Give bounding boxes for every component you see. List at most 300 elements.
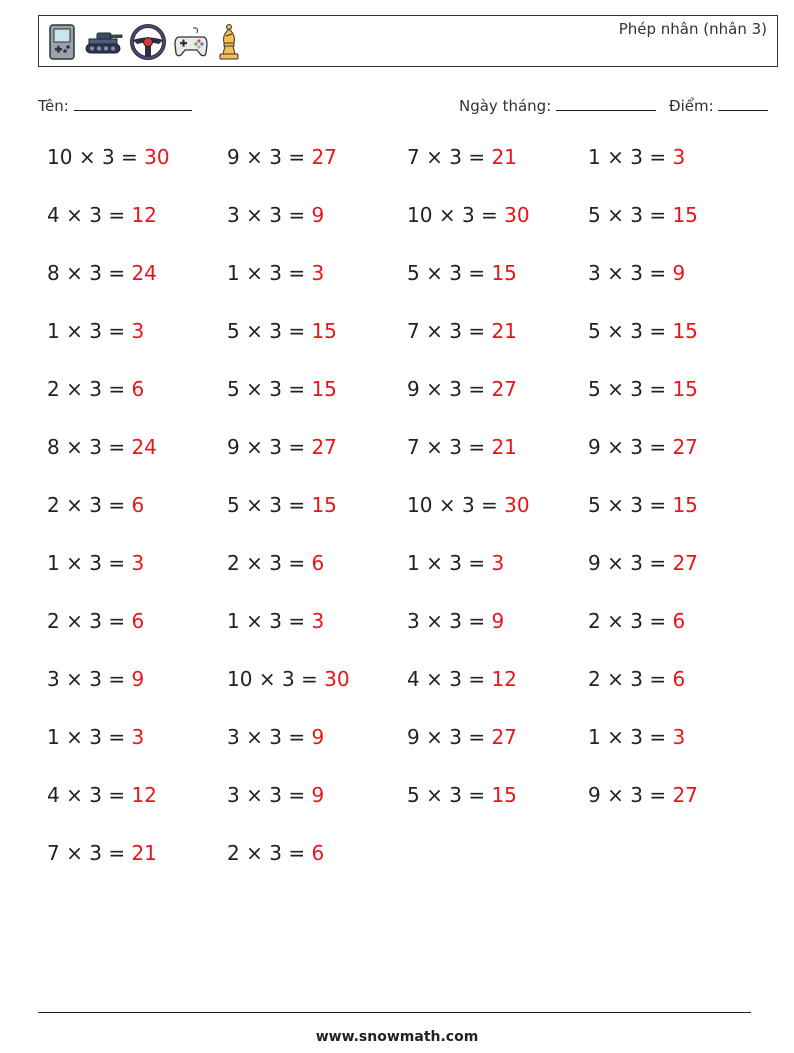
times-sign: ×: [66, 493, 83, 517]
multiplicand: 5: [227, 377, 240, 401]
name-label: Tên:: [38, 97, 69, 115]
multiplicand: 3: [227, 725, 240, 749]
answer: 3: [131, 725, 145, 749]
equals-sign: =: [288, 783, 306, 807]
answer: 21: [491, 435, 517, 459]
times-sign: ×: [66, 609, 83, 633]
answer: 3: [131, 319, 145, 343]
equals-sign: =: [108, 493, 126, 517]
multiplier: 3: [449, 667, 462, 691]
answer: 30: [144, 145, 170, 169]
multiplicand: 4: [47, 783, 60, 807]
multiplicand: 3: [588, 261, 601, 285]
equals-sign: =: [288, 319, 306, 343]
problem-item: [227, 319, 337, 343]
answer: 15: [311, 319, 337, 343]
problem-item: [588, 261, 685, 285]
equals-sign: =: [649, 783, 667, 807]
problem-item: [588, 551, 698, 575]
equals-sign: =: [108, 435, 126, 459]
multiplier: 3: [269, 493, 282, 517]
problem-item: [407, 725, 517, 749]
answer: 27: [672, 435, 698, 459]
multiplicand: 10: [47, 145, 73, 169]
multiplicand: 10: [227, 667, 253, 691]
info-row: [38, 94, 770, 116]
equals-sign: =: [108, 783, 126, 807]
problem-item: [588, 725, 685, 749]
problem-item: [227, 725, 324, 749]
times-sign: ×: [607, 725, 624, 749]
problem-item: [47, 435, 157, 459]
multiplier: 3: [449, 783, 462, 807]
answer: 27: [672, 551, 698, 575]
answer: 12: [491, 667, 517, 691]
times-sign: ×: [607, 783, 624, 807]
answer: 6: [311, 841, 325, 865]
problem-item: [47, 551, 144, 575]
answer: 3: [311, 609, 325, 633]
gamepad-icon: [173, 25, 209, 59]
times-sign: ×: [426, 783, 443, 807]
multiplicand: 10: [407, 493, 433, 517]
times-sign: ×: [426, 609, 443, 633]
problem-item: [407, 377, 517, 401]
problem-item: [407, 667, 517, 691]
multiplier: 3: [89, 319, 102, 343]
problem-item: [588, 203, 698, 227]
problem-item: [407, 783, 517, 807]
equals-sign: =: [468, 725, 486, 749]
multiplier: 3: [630, 609, 643, 633]
date-blank[interactable]: [556, 94, 656, 111]
multiplier: 3: [89, 725, 102, 749]
multiplicand: 5: [588, 493, 601, 517]
times-sign: ×: [246, 493, 263, 517]
problem-row: [47, 203, 767, 235]
times-sign: ×: [66, 435, 83, 459]
times-sign: ×: [426, 377, 443, 401]
multiplier: 3: [630, 377, 643, 401]
multiplicand: 9: [588, 435, 601, 459]
equals-sign: =: [649, 145, 667, 169]
times-sign: ×: [426, 435, 443, 459]
multiplier: 3: [449, 551, 462, 575]
problem-item: [588, 435, 698, 459]
times-sign: ×: [66, 319, 83, 343]
equals-sign: =: [468, 261, 486, 285]
problem-item: [227, 145, 337, 169]
multiplicand: 7: [407, 145, 420, 169]
equals-sign: =: [288, 261, 306, 285]
times-sign: ×: [246, 145, 263, 169]
answer: 27: [311, 435, 337, 459]
answer: 15: [491, 261, 517, 285]
answer: 30: [504, 203, 530, 227]
times-sign: ×: [66, 203, 83, 227]
times-sign: ×: [66, 841, 83, 865]
multiplier: 3: [269, 261, 282, 285]
answer: 6: [672, 667, 686, 691]
problem-item: [407, 435, 517, 459]
times-sign: ×: [246, 841, 263, 865]
equals-sign: =: [468, 783, 486, 807]
problem-row: [47, 725, 767, 757]
problem-item: [47, 493, 144, 517]
problem-item: [227, 783, 324, 807]
chess-bishop-icon: [215, 23, 243, 61]
answer: 9: [311, 725, 325, 749]
multiplier: 3: [630, 319, 643, 343]
times-sign: ×: [607, 667, 624, 691]
multiplier: 3: [449, 261, 462, 285]
answer: 9: [131, 667, 145, 691]
multiplicand: 4: [47, 203, 60, 227]
problem-item: [47, 377, 144, 401]
equals-sign: =: [649, 551, 667, 575]
problem-item: [47, 841, 157, 865]
answer: 15: [311, 493, 337, 517]
problem-row: [47, 435, 767, 467]
answer: 6: [131, 493, 145, 517]
handheld-game-icon: [47, 24, 77, 60]
multiplier: 3: [89, 783, 102, 807]
equals-sign: =: [288, 203, 306, 227]
equals-sign: =: [288, 493, 306, 517]
times-sign: ×: [66, 261, 83, 285]
equals-sign: =: [288, 551, 306, 575]
problem-item: [227, 435, 337, 459]
problem-item: [227, 493, 337, 517]
header-box: [38, 15, 778, 67]
equals-sign: =: [649, 319, 667, 343]
equals-sign: =: [649, 203, 667, 227]
problem-item: [47, 261, 157, 285]
answer: 24: [131, 435, 157, 459]
multiplier: 3: [630, 551, 643, 575]
multiplier: 3: [630, 435, 643, 459]
times-sign: ×: [66, 783, 83, 807]
times-sign: ×: [607, 261, 624, 285]
multiplicand: 1: [47, 319, 60, 343]
problem-row: [47, 377, 767, 409]
multiplier: 3: [630, 783, 643, 807]
answer: 21: [491, 145, 517, 169]
problem-item: [588, 319, 698, 343]
answer: 24: [131, 261, 157, 285]
problem-item: [407, 493, 530, 517]
times-sign: ×: [66, 551, 83, 575]
multiplier: 3: [269, 841, 282, 865]
problem-row: [47, 841, 767, 873]
multiplier: 3: [89, 609, 102, 633]
times-sign: ×: [246, 435, 263, 459]
answer: 27: [311, 145, 337, 169]
multiplier: 3: [269, 725, 282, 749]
date-label: Ngày tháng:: [459, 97, 552, 115]
multiplicand: 5: [407, 783, 420, 807]
answer: 15: [672, 203, 698, 227]
equals-sign: =: [108, 667, 126, 691]
multiplicand: 8: [47, 435, 60, 459]
equals-sign: =: [468, 609, 486, 633]
answer: 21: [131, 841, 157, 865]
problem-item: [407, 551, 504, 575]
problem-item: [47, 783, 157, 807]
equals-sign: =: [468, 377, 486, 401]
problem-item: [407, 609, 504, 633]
multiplicand: 2: [227, 551, 240, 575]
multiplier: 3: [101, 145, 115, 169]
answer: 3: [311, 261, 325, 285]
equals-sign: =: [649, 609, 667, 633]
multiplicand: 7: [407, 319, 420, 343]
times-sign: ×: [426, 725, 443, 749]
equals-sign: =: [468, 145, 486, 169]
answer: 15: [672, 377, 698, 401]
equals-sign: =: [108, 725, 126, 749]
problem-row: [47, 261, 767, 293]
multiplicand: 1: [47, 551, 60, 575]
problem-item: [407, 261, 517, 285]
problem-item: [588, 145, 685, 169]
multiplier: 3: [461, 493, 475, 517]
problem-row: [47, 783, 767, 815]
times-sign: ×: [246, 551, 263, 575]
date-field[interactable]: [459, 94, 656, 115]
problem-item: [47, 145, 170, 169]
multiplicand: 2: [47, 377, 60, 401]
times-sign: ×: [607, 609, 624, 633]
name-field[interactable]: [38, 94, 192, 115]
equals-sign: =: [288, 841, 306, 865]
problem-item: [47, 203, 157, 227]
equals-sign: =: [481, 203, 498, 227]
equals-sign: =: [468, 319, 486, 343]
equals-sign: =: [649, 667, 667, 691]
equals-sign: =: [649, 493, 667, 517]
answer: 9: [311, 203, 325, 227]
icon-strip: [47, 21, 243, 63]
multiplicand: 1: [588, 725, 601, 749]
equals-sign: =: [108, 377, 126, 401]
multiplier: 3: [449, 145, 462, 169]
multiplier: 3: [89, 435, 102, 459]
equals-sign: =: [468, 551, 486, 575]
problem-item: [227, 667, 350, 691]
equals-sign: =: [108, 261, 126, 285]
times-sign: ×: [246, 783, 263, 807]
equals-sign: =: [108, 609, 126, 633]
times-sign: ×: [438, 203, 456, 227]
answer: 6: [131, 377, 145, 401]
multiplier: 3: [269, 145, 282, 169]
multiplier: 3: [630, 667, 643, 691]
multiplier: 3: [89, 377, 102, 401]
equals-sign: =: [649, 725, 667, 749]
multiplier: 3: [89, 493, 102, 517]
multiplicand: 5: [407, 261, 420, 285]
multiplicand: 7: [47, 841, 60, 865]
equals-sign: =: [481, 493, 498, 517]
problem-item: [227, 609, 324, 633]
times-sign: ×: [426, 667, 443, 691]
problem-item: [588, 609, 685, 633]
multiplier: 3: [89, 551, 102, 575]
multiplicand: 2: [227, 841, 240, 865]
answer: 12: [131, 783, 157, 807]
multiplicand: 4: [407, 667, 420, 691]
tank-icon: [83, 28, 123, 56]
multiplier: 3: [269, 609, 282, 633]
equals-sign: =: [288, 377, 306, 401]
times-sign: ×: [246, 377, 263, 401]
problem-item: [407, 319, 517, 343]
answer: 27: [491, 377, 517, 401]
answer: 30: [504, 493, 530, 517]
times-sign: ×: [426, 551, 443, 575]
problem-row: [47, 319, 767, 351]
problem-item: [227, 841, 324, 865]
answer: 15: [672, 319, 698, 343]
times-sign: ×: [438, 493, 456, 517]
problem-item: [407, 145, 517, 169]
problem-item: [588, 783, 698, 807]
equals-sign: =: [468, 435, 486, 459]
times-sign: ×: [426, 261, 443, 285]
steering-wheel-icon: [129, 23, 167, 61]
multiplier: 3: [269, 435, 282, 459]
multiplicand: 9: [588, 783, 601, 807]
answer: 15: [491, 783, 517, 807]
multiplier: 3: [449, 319, 462, 343]
multiplier: 3: [269, 551, 282, 575]
multiplier: 3: [630, 145, 643, 169]
times-sign: ×: [607, 203, 624, 227]
equals-sign: =: [288, 435, 306, 459]
footer-divider: [38, 1012, 751, 1013]
problem-item: [47, 609, 144, 633]
problem-row: [47, 493, 767, 525]
answer: 27: [491, 725, 517, 749]
problem-item: [588, 377, 698, 401]
multiplier: 3: [269, 319, 282, 343]
times-sign: ×: [607, 435, 624, 459]
problem-row: [47, 145, 767, 177]
multiplicand: 9: [407, 725, 420, 749]
multiplicand: 8: [47, 261, 60, 285]
multiplier: 3: [630, 725, 643, 749]
multiplier: 3: [89, 261, 102, 285]
multiplicand: 2: [588, 667, 601, 691]
multiplier: 3: [269, 783, 282, 807]
multiplicand: 10: [407, 203, 433, 227]
problem-item: [227, 203, 324, 227]
times-sign: ×: [66, 667, 83, 691]
multiplicand: 7: [407, 435, 420, 459]
equals-sign: =: [121, 145, 138, 169]
multiplier: 3: [281, 667, 295, 691]
multiplier: 3: [89, 841, 102, 865]
multiplicand: 9: [227, 435, 240, 459]
multiplicand: 3: [407, 609, 420, 633]
answer: 3: [672, 145, 686, 169]
answer: 9: [491, 609, 505, 633]
multiplicand: 5: [588, 377, 601, 401]
multiplicand: 3: [47, 667, 60, 691]
answer: 3: [491, 551, 505, 575]
score-blank[interactable]: [718, 94, 768, 111]
multiplier: 3: [630, 493, 643, 517]
times-sign: ×: [246, 725, 263, 749]
multiplicand: 9: [227, 145, 240, 169]
answer: 30: [324, 667, 350, 691]
times-sign: ×: [246, 203, 263, 227]
problem-item: [588, 493, 698, 517]
multiplier: 3: [449, 377, 462, 401]
multiplier: 3: [630, 203, 643, 227]
times-sign: ×: [78, 145, 96, 169]
times-sign: ×: [258, 667, 276, 691]
equals-sign: =: [108, 551, 126, 575]
answer: 3: [672, 725, 686, 749]
multiplier: 3: [461, 203, 475, 227]
name-blank[interactable]: [74, 94, 192, 111]
multiplier: 3: [449, 609, 462, 633]
problem-item: [47, 319, 144, 343]
answer: 12: [131, 203, 157, 227]
problem-row: [47, 551, 767, 583]
equals-sign: =: [288, 145, 306, 169]
multiplicand: 3: [227, 203, 240, 227]
problem-item: [227, 551, 324, 575]
answer: 15: [311, 377, 337, 401]
multiplicand: 9: [407, 377, 420, 401]
multiplicand: 2: [588, 609, 601, 633]
multiplicand: 3: [227, 783, 240, 807]
answer: 3: [131, 551, 145, 575]
answer: 9: [672, 261, 686, 285]
times-sign: ×: [607, 377, 624, 401]
times-sign: ×: [426, 319, 443, 343]
multiplicand: 1: [227, 609, 240, 633]
worksheet-title: Phép nhân (nhân 3): [618, 20, 767, 38]
times-sign: ×: [607, 551, 624, 575]
problem-row: [47, 609, 767, 641]
answer: 6: [672, 609, 686, 633]
multiplicand: 1: [588, 145, 601, 169]
times-sign: ×: [246, 261, 263, 285]
score-label: Điểm:: [669, 97, 714, 115]
answer: 15: [672, 493, 698, 517]
problem-item: [588, 667, 685, 691]
problem-item: [47, 725, 144, 749]
equals-sign: =: [108, 203, 126, 227]
equals-sign: =: [649, 377, 667, 401]
multiplier: 3: [630, 261, 643, 285]
problem-item: [407, 203, 530, 227]
score-field[interactable]: [669, 94, 768, 115]
multiplier: 3: [89, 667, 102, 691]
answer: 27: [672, 783, 698, 807]
multiplicand: 2: [47, 609, 60, 633]
problem-item: [47, 667, 144, 691]
times-sign: ×: [607, 319, 624, 343]
times-sign: ×: [246, 319, 263, 343]
multiplier: 3: [269, 377, 282, 401]
multiplicand: 1: [407, 551, 420, 575]
answer: 6: [311, 551, 325, 575]
